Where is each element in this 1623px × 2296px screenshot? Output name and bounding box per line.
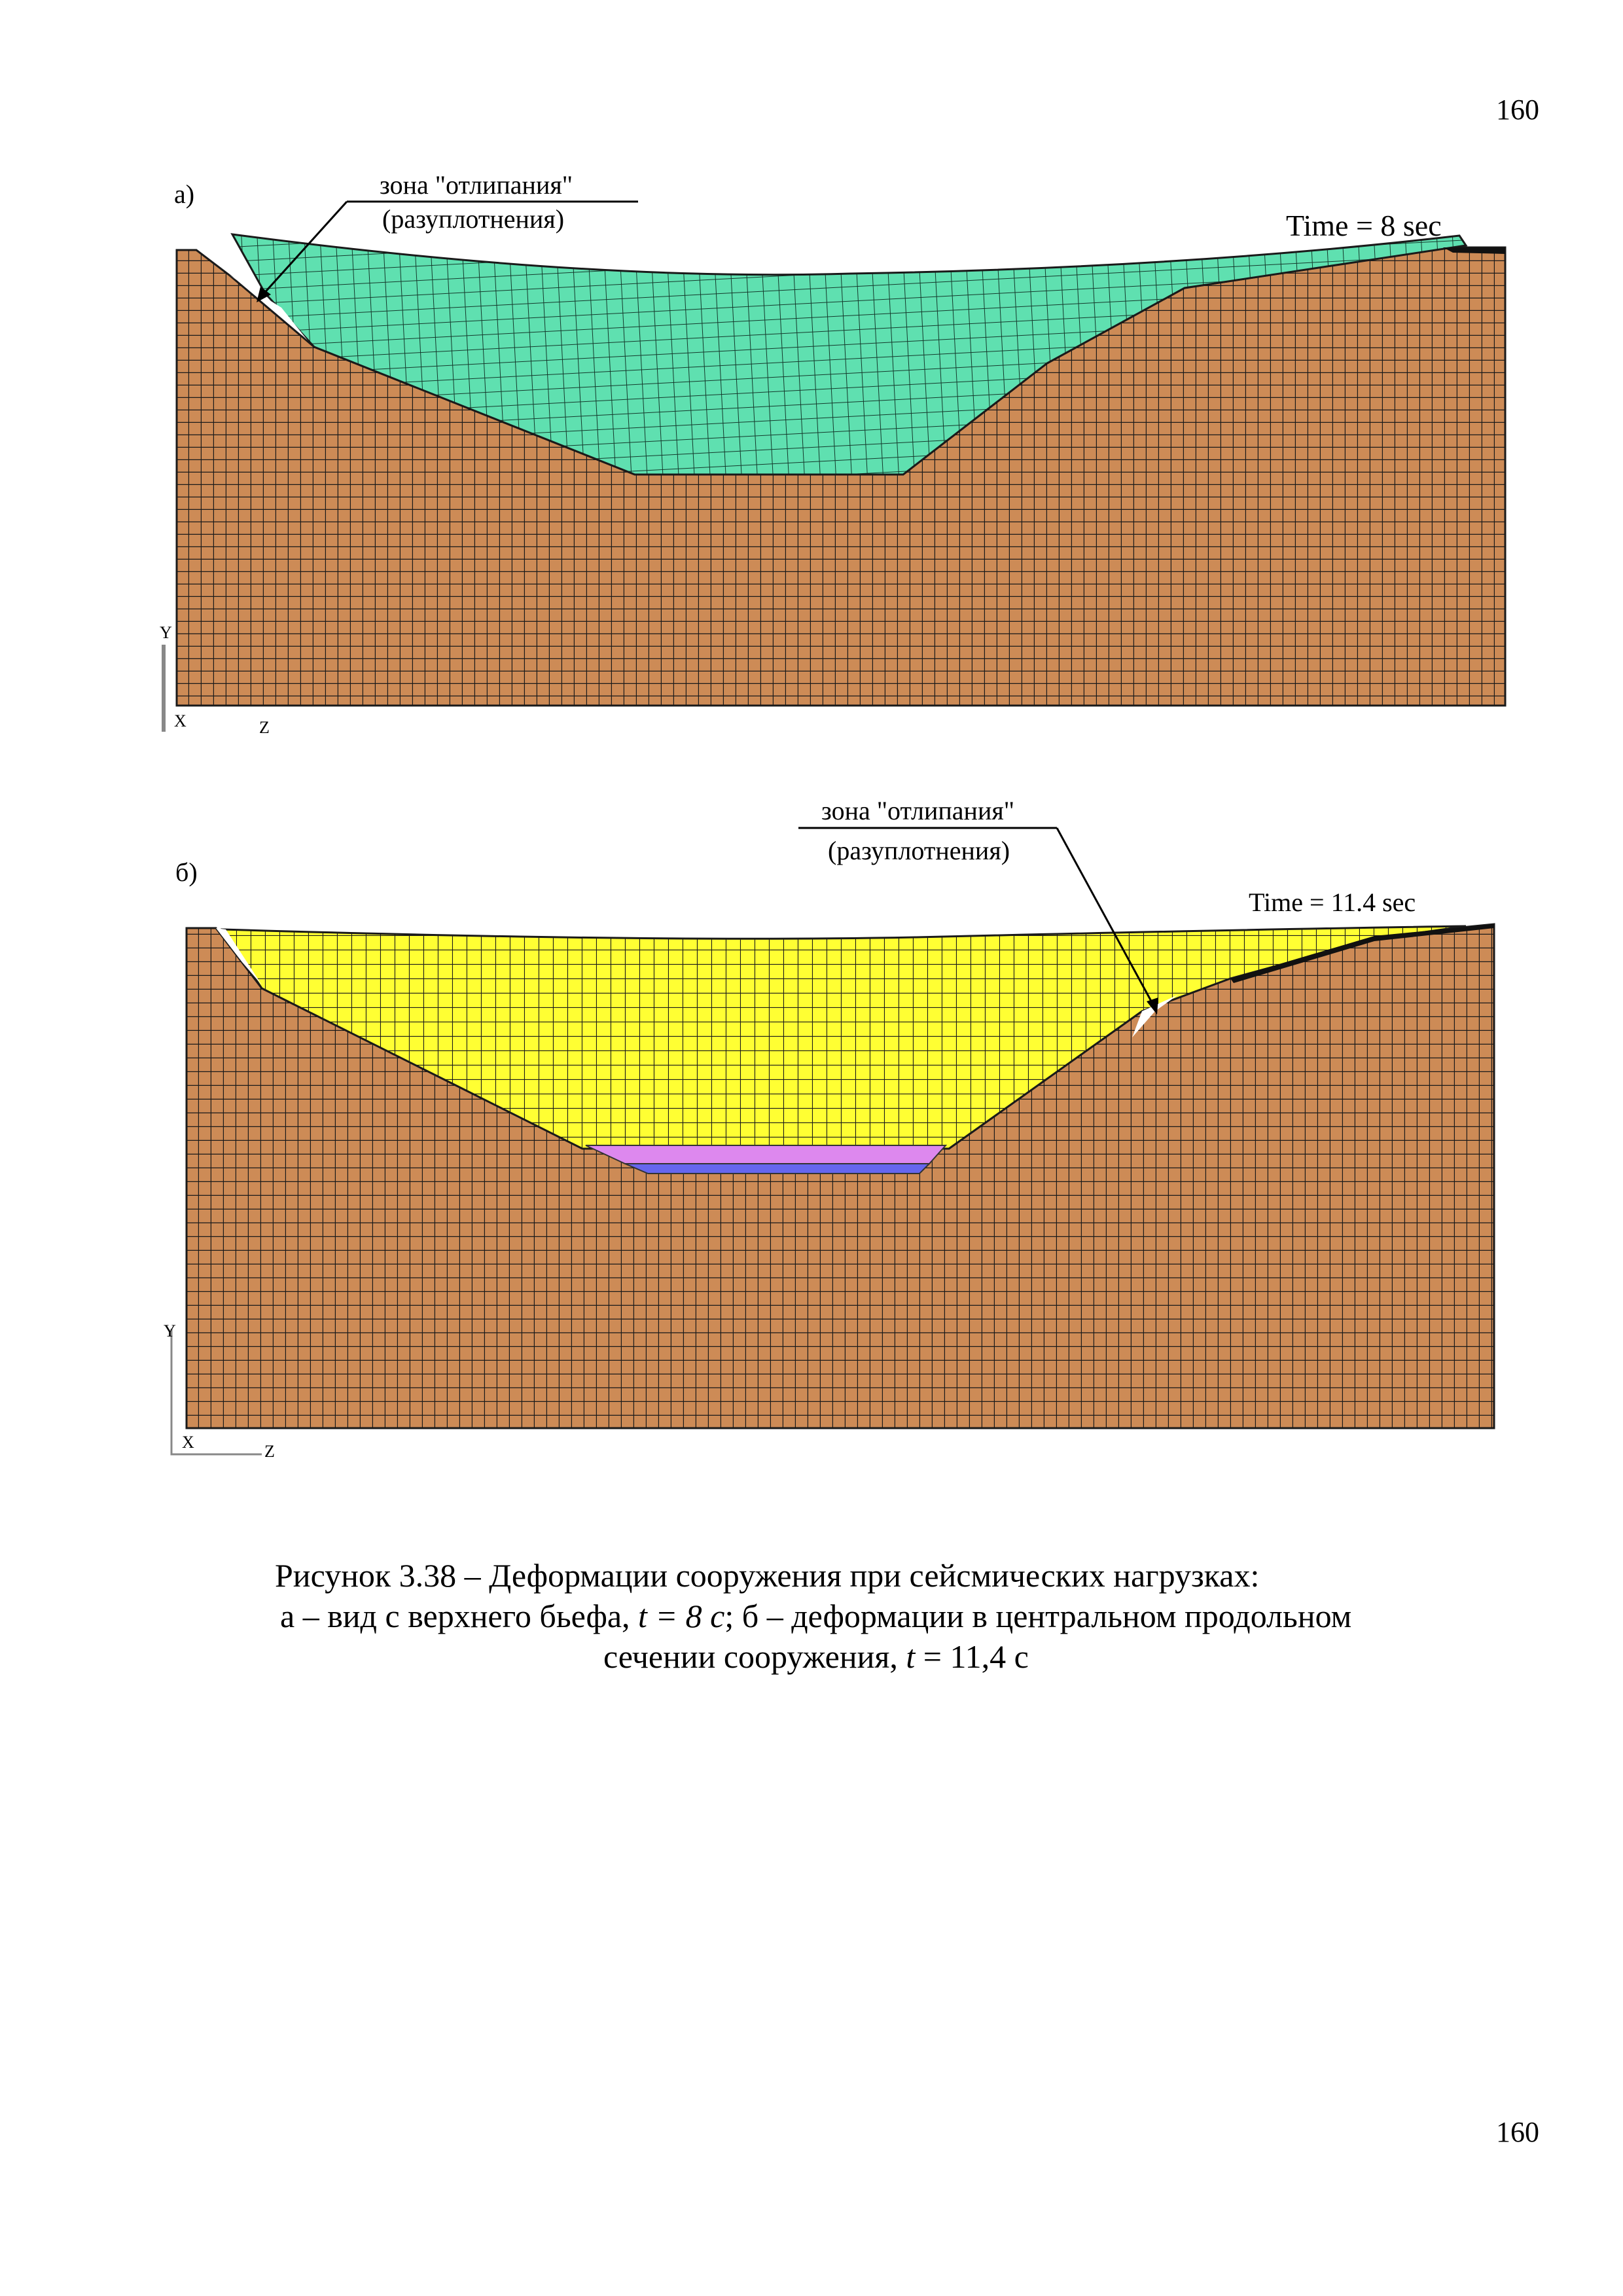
page-number-top: 160 xyxy=(1496,94,1539,126)
figure-a-annotation-line2: (разуплотнения) xyxy=(382,204,565,234)
figure-a-time-label: Time = 8 sec xyxy=(1286,209,1442,242)
caption-line-3 xyxy=(603,1638,1029,1676)
figure-b-panel-label: б) xyxy=(175,857,198,887)
caption-line-2 xyxy=(280,1597,1351,1635)
page-number-bottom: 160 xyxy=(1496,2116,1539,2148)
figure-b-annotation-line2: (разуплотнения) xyxy=(828,836,1010,865)
figure-a-axis-z: Z xyxy=(259,718,270,737)
figure-a-panel-label: а) xyxy=(174,179,195,209)
figure-a-axis-y: Y xyxy=(160,623,172,642)
caption-line-3-part1: сечении сооружения, xyxy=(603,1638,906,1675)
figure-b-axis-x: X xyxy=(182,1433,194,1452)
figure-b-mesh xyxy=(0,792,1623,1499)
figure-b-axis-z: Z xyxy=(264,1442,275,1461)
caption-line-3-part2: = 11,4 с xyxy=(915,1638,1029,1675)
figure-a-annotation-line1: зона "отлипания" xyxy=(380,170,573,200)
core-upper-b xyxy=(586,1145,946,1164)
caption-line-2-part2: ; б – деформации в центральном продольном xyxy=(724,1598,1352,1634)
figure-b-time-label: Time = 11.4 sec xyxy=(1249,888,1416,917)
figure-b-axis-y: Y xyxy=(164,1321,176,1340)
caption-line-3-t: t xyxy=(906,1638,916,1675)
figure-b-annotation-line1: зона "отлипания" xyxy=(821,796,1015,825)
core-lower-b xyxy=(625,1164,929,1174)
caption-line-2-t: t = 8 с xyxy=(638,1598,725,1634)
caption-line-1: Рисунок 3.38 – Деформации сооружения при сейсмических нагрузках: xyxy=(275,1557,1260,1594)
caption-line-2-part1: а – вид с верхнего бьефа, xyxy=(280,1598,639,1634)
figure-a-mesh xyxy=(0,151,1623,766)
figure-a-axis-x: X xyxy=(174,711,187,730)
